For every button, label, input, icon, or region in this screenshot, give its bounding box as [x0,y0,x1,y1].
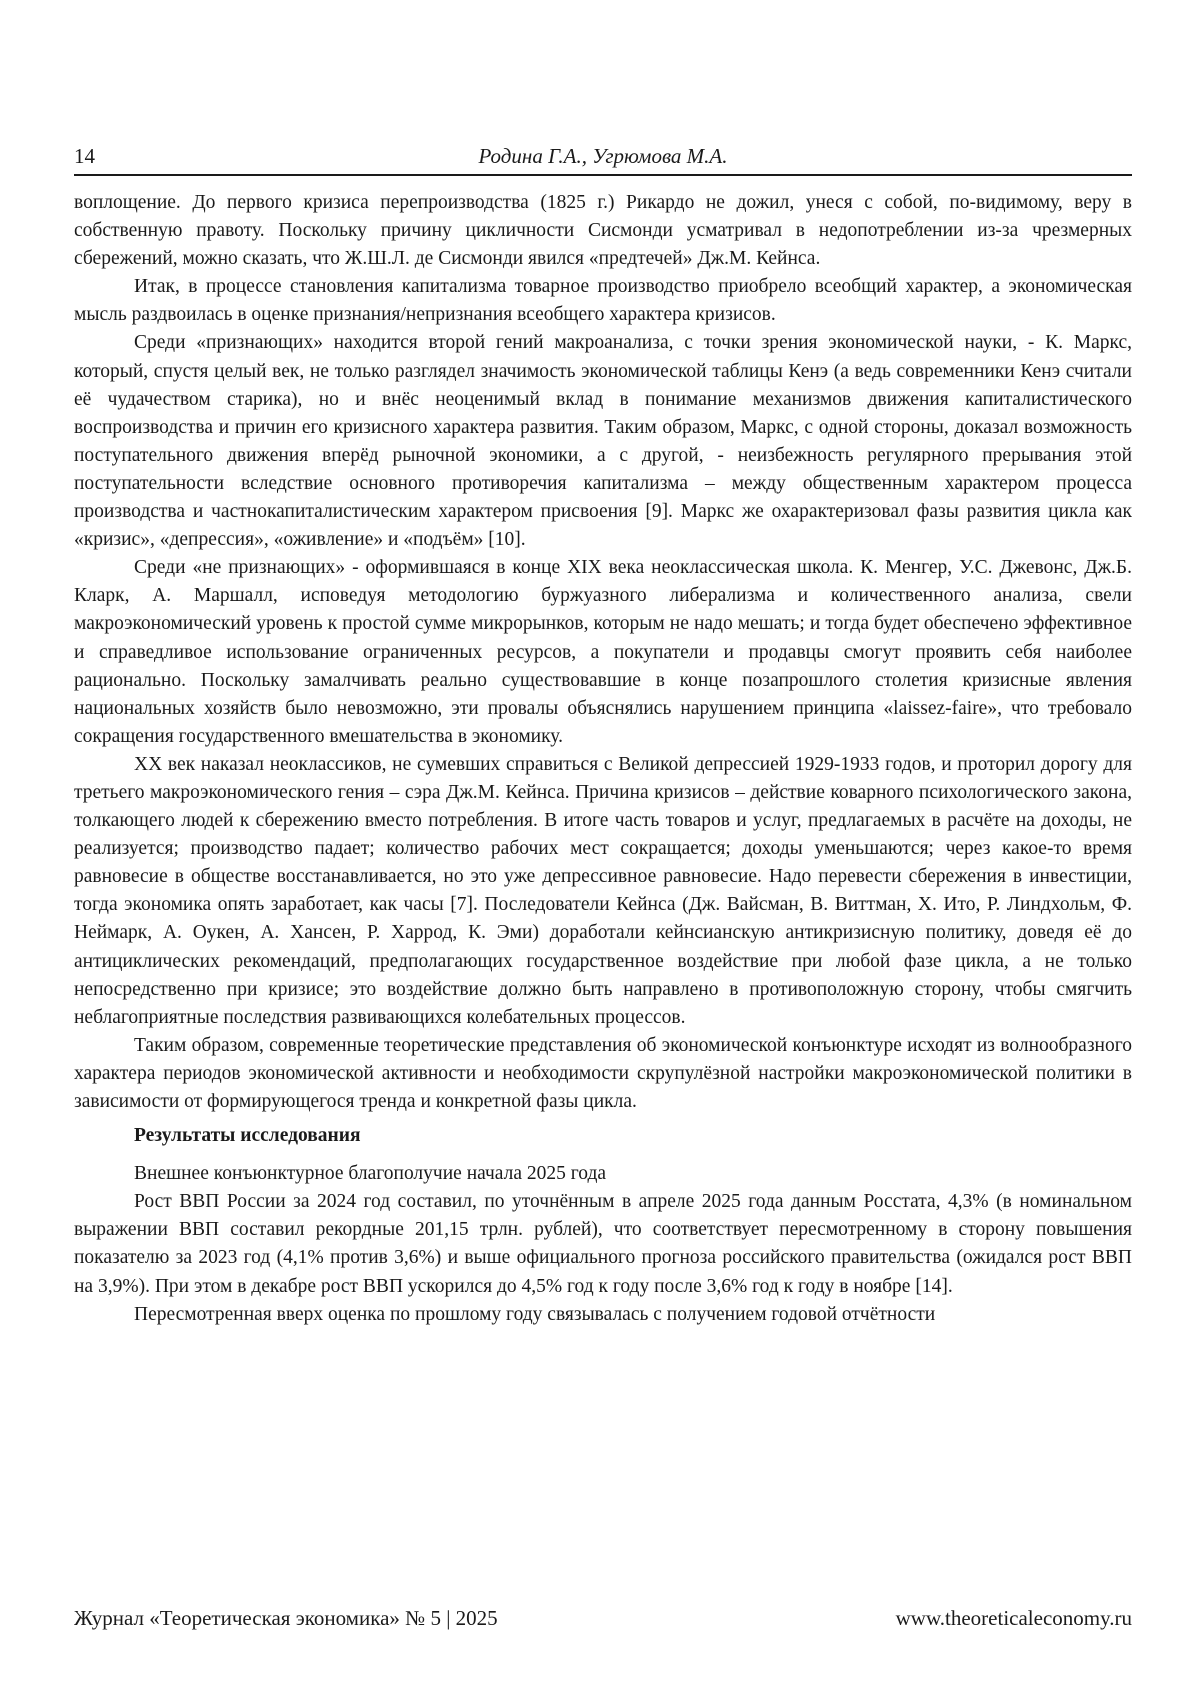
paragraph: воплощение. До первого кризиса перепроизводства (1825 г.) Рикардо не дожил, унеся с собой, по-видимому, веру в собственную правоту. Поскольку причину цикличности Сисмонди усматривал в недопотреблении из-за чрезмерных сбережений, можно сказать, что Ж.Ш.Л. де Сисмонди явился «предтечей» Дж.М. Кейнса. [74,189,1132,273]
page-footer [74,1606,1132,1636]
subheading: Внешнее конъюнктурное благополучие начала 2025 года [74,1160,1132,1188]
page-number: 14 [74,144,95,169]
footer-website-link[interactable]: www.theoreticaleconomy.ru [896,1606,1132,1631]
running-head-authors: Родина Г.А., Угрюмова М.А. [74,144,1132,169]
paragraph: Пересмотренная вверх оценка по прошлому году связывалась с получением годовой отчётности [74,1301,1132,1329]
footer-journal-name: Журнал «Теоретическая экономика» № 5 | 2025 [74,1606,498,1631]
section-heading: Результаты исследования [74,1122,1132,1150]
paragraph: Среди «признающих» находится второй гений макроанализа, с точки зрения экономической науки, - К. Маркс, который, спустя целый век, не только разглядел значимость экономической таблицы Кенэ (а ведь современники Кенэ считали её чудачеством старика), но и внёс неоценимый вклад в понимание механизмов движения капиталистического воспроизводства и причин его кризисного характера развития. Таким образом, Маркс, с одной стороны, доказал возможность поступательного движения вперёд рыночной экономики, а с другой, - неизбежность регулярного прерывания этой поступательности вследствие основного противоречия капитализма – между общественным характером процесса производства и частнокапиталистическим характером присвоения [9]. Маркс же охарактеризовал фазы развития цикла как «кризис», «депрессия», «оживление» и «подъём» [10]. [74,329,1132,554]
article-body [74,189,1132,1329]
paragraph: Итак, в процессе становления капитализма товарное производство приобрело всеобщий характер, а экономическая мысль раздвоилась в оценке признания/непризнания всеобщего характера кризисов. [74,273,1132,329]
paragraph: Среди «не признающих» - оформившаяся в конце XIX века неоклассическая школа. К. Менгер, У.С. Джевонс, Дж.Б. Кларк, А. Маршалл, исповедуя методологию буржуазного либерализма и количественного анализа, свели макроэкономический уровень к простой сумме микрорынков, которым не надо мешать; и тогда будет обеспечено эффективное и справедливое использование ограниченных ресурсов, а покупатели и продавцы смогут проявить себя наиболее рационально. Поскольку замалчивать реально существовавшие в конце позапрошлого столетия кризисные явления национальных хозяйств было невозможно, эти провалы объяснялись нарушением принципа «laissez-faire», что требовало сокращения государственного вмешательства в экономику. [74,554,1132,751]
paragraph: XX век наказал неоклассиков, не сумевших справиться с Великой депрессией 1929-1933 годов, и проторил дорогу для третьего макроэкономического гения – сэра Дж.М. Кейнса. Причина кризисов – действие коварного психологического закона, толкающего людей к сбережению вместо потребления. В итоге часть товаров и услуг, предлагаемых в расчёте на доходы, не реализуется; производство падает; количество рабочих мест сокращается; доходы уменьшаются; через какое-то время равновесие в обществе восстанавливается, но это уже депрессивное равновесие. Надо перевести сбережения в инвестиции, тогда экономика опять заработает, как часы [7]. Последователи Кейнса (Дж. Вайсман, В. Виттман, Х. Ито, Р. Линдхольм, Ф. Неймарк, А. Оукен, А. Хансен, Р. Харрод, К. Эми) доработали кейнсианскую антикризисную политику, доведя её до антициклических рекомендаций, предполагающих государственное воздействие при любой фазе цикла, а не только непосредственно при кризисе; это воздействие должно быть направлено в противоположную сторону, чтобы смягчить неблагоприятные последствия развивающихся колебательных процессов. [74,751,1132,1032]
page-header [74,142,1132,176]
paragraph: Рост ВВП России за 2024 год составил, по уточнённым в апреле 2025 года данным Росстата, 4,3% (в номинальном выражении ВВП составил рекордные 201,15 трлн. рублей), что соответствует пересмотренному в сторону повышения показателю за 2023 год (4,1% против 3,6%) и выше официального прогноза российского правительства (ожидался рост ВВП на 3,9%). При этом в декабре рост ВВП ускорился до 4,5% год к году после 3,6% год к году в ноябре [14]. [74,1188,1132,1300]
paragraph: Таким образом, современные теоретические представления об экономической конъюнктуре исходят из волнообразного характера периодов экономической активности и необходимости скрупулёзной настройки макроэкономической политики в зависимости от формирующегося тренда и конкретной фазы цикла. [74,1032,1132,1116]
